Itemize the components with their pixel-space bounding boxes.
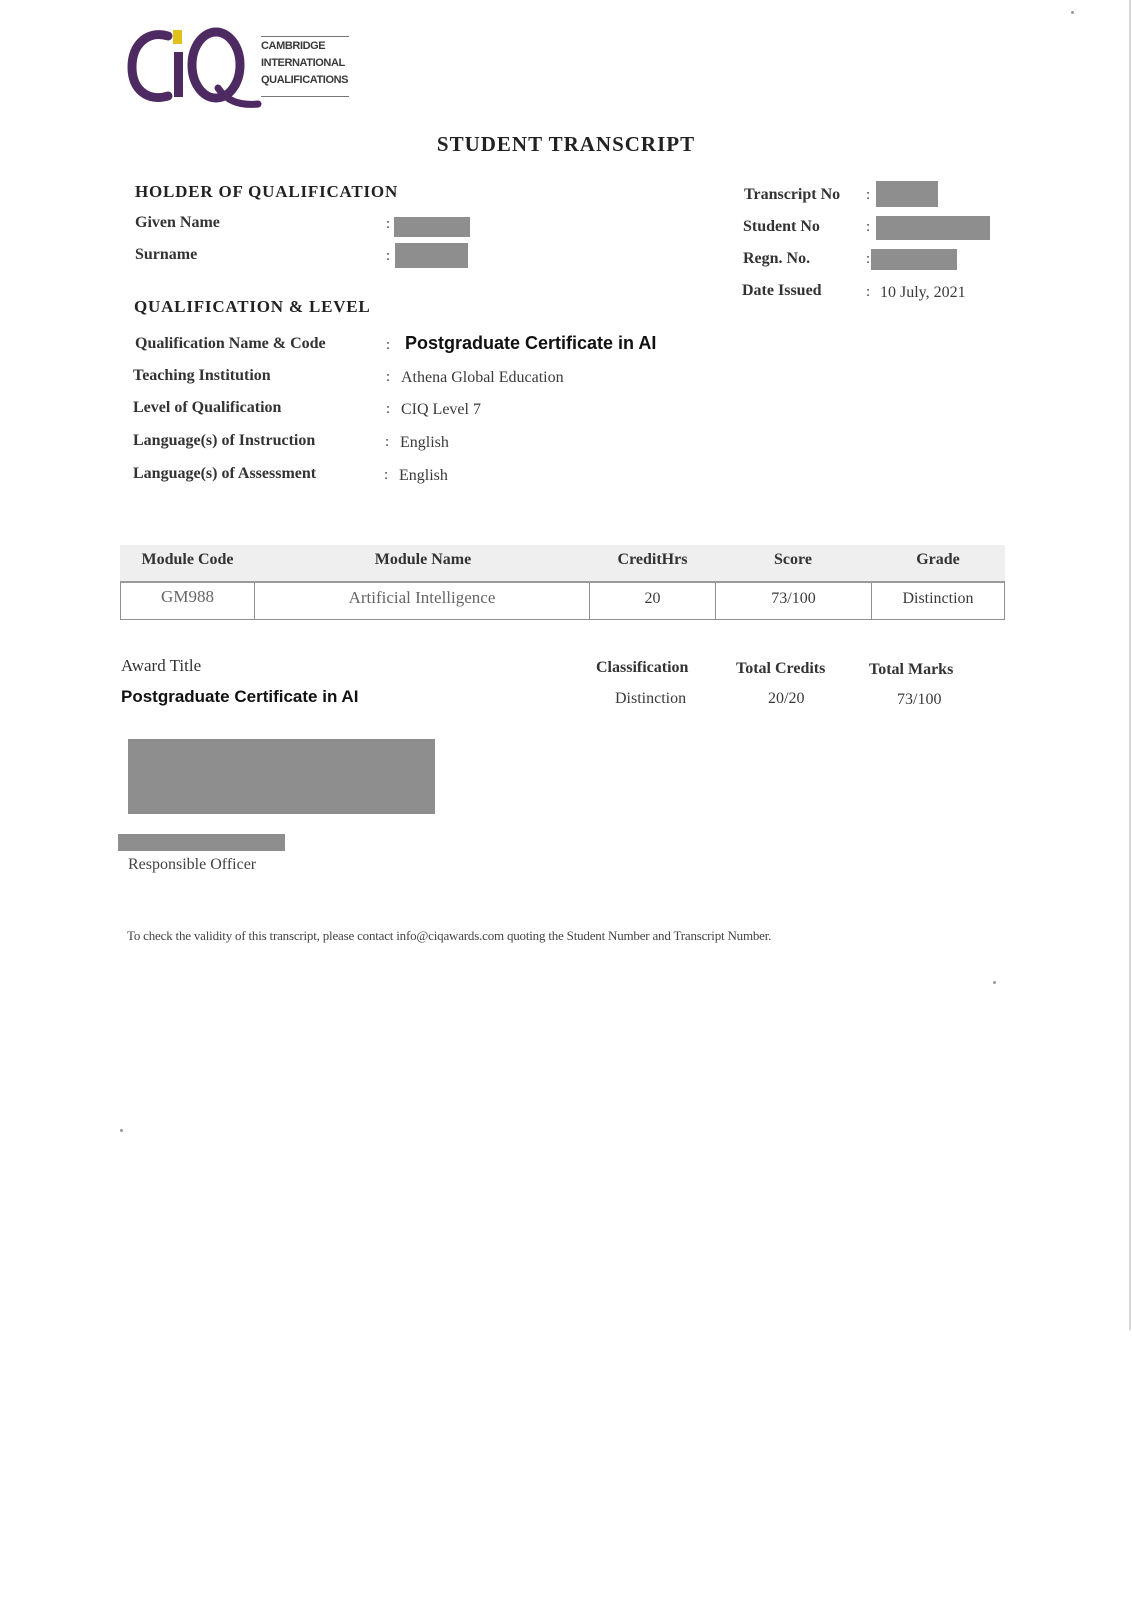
total-marks-value: 73/100 [897,691,942,708]
assessment-language-value: English [399,467,448,484]
award-title-value: Postgraduate Certificate in AI [121,687,359,706]
classification-value: Distinction [615,690,687,707]
assessment-language-label: Language(s) of Assessment [133,465,317,482]
given-name-redaction [394,217,470,237]
cell-score: 73/100 [771,590,816,607]
cell-grade: Distinction [902,590,974,607]
logo-line-2: INTERNATIONAL [261,57,345,69]
date-issued-value: 10 July, 2021 [880,284,966,301]
col-header-credit-hrs: CreditHrs [617,551,688,568]
logo-wordmark [261,38,348,89]
officer-name-redaction [118,834,285,851]
student-no-colon: : [866,219,871,235]
qualification-name-colon: : [386,337,391,353]
qualification-name-label: Qualification Name & Code [135,335,326,352]
col-header-score: Score [774,551,812,568]
qualification-level-value: CIQ Level 7 [401,401,481,418]
instruction-language-colon: : [385,434,390,450]
logo-rule-top [261,36,349,37]
regn-no-label: Regn. No. [743,250,811,267]
surname-redaction [395,243,468,268]
teaching-institution-colon: : [386,369,391,385]
cell-module-code: GM988 [161,587,214,606]
ciq-logo [126,22,262,108]
col-header-module-code: Module Code [141,551,234,568]
award-title-label: Award Title [121,656,202,675]
cell-credit-hrs: 20 [644,590,661,607]
regn-no-redaction [871,249,957,270]
transcript-no-colon: : [866,187,871,203]
instruction-language-value: English [400,434,449,451]
logo-rule-bottom [261,96,349,97]
given-name-colon: : [386,216,391,232]
given-name-label: Given Name [135,214,220,231]
scan-speck [120,1129,123,1132]
date-issued-label: Date Issued [742,282,822,299]
surname-colon: : [386,248,391,264]
regn-no-colon: : [866,251,871,267]
scan-edge [1129,0,1131,1330]
total-marks-label: Total Marks [869,661,954,678]
col-header-grade: Grade [916,551,960,568]
col-header-module-name: Module Name [374,551,472,568]
responsible-officer-label: Responsible Officer [128,856,257,873]
surname-label: Surname [135,246,198,263]
qualification-level-colon: : [386,401,391,417]
instruction-language-label: Language(s) of Instruction [133,432,316,449]
signature-redaction [128,739,435,814]
transcript-no-label: Transcript No [744,186,841,203]
total-credits-label: Total Credits [736,660,826,677]
total-credits-value: 20/20 [768,690,805,707]
teaching-institution-value: Athena Global Education [401,369,564,386]
date-issued-colon: : [866,284,871,300]
student-no-redaction [876,216,990,240]
document-title: STUDENT TRANSCRIPT [436,132,696,156]
transcript-no-redaction [876,181,938,207]
validity-note: To check the validity of this transcript, please contact info@ciqawards.com quoting the Student Number and Transcript Number. [127,928,772,943]
assessment-language-colon: : [384,467,389,483]
cell-module-name: Artificial Intelligence [348,588,496,607]
logo-line-1: CAMBRIDGE [261,40,326,52]
logo-line-3: QUALIFICATIONS [261,74,349,86]
classification-label: Classification [596,659,689,676]
student-no-label: Student No [743,218,820,235]
qualification-heading: QUALIFICATION & LEVEL [134,297,371,316]
teaching-institution-label: Teaching Institution [133,367,271,384]
qualification-name-value: Postgraduate Certificate in AI [405,333,657,353]
holder-heading: HOLDER OF QUALIFICATION [135,182,399,201]
scan-speck [1071,11,1074,14]
qualification-level-label: Level of Qualification [133,399,282,416]
scan-speck [993,981,996,984]
